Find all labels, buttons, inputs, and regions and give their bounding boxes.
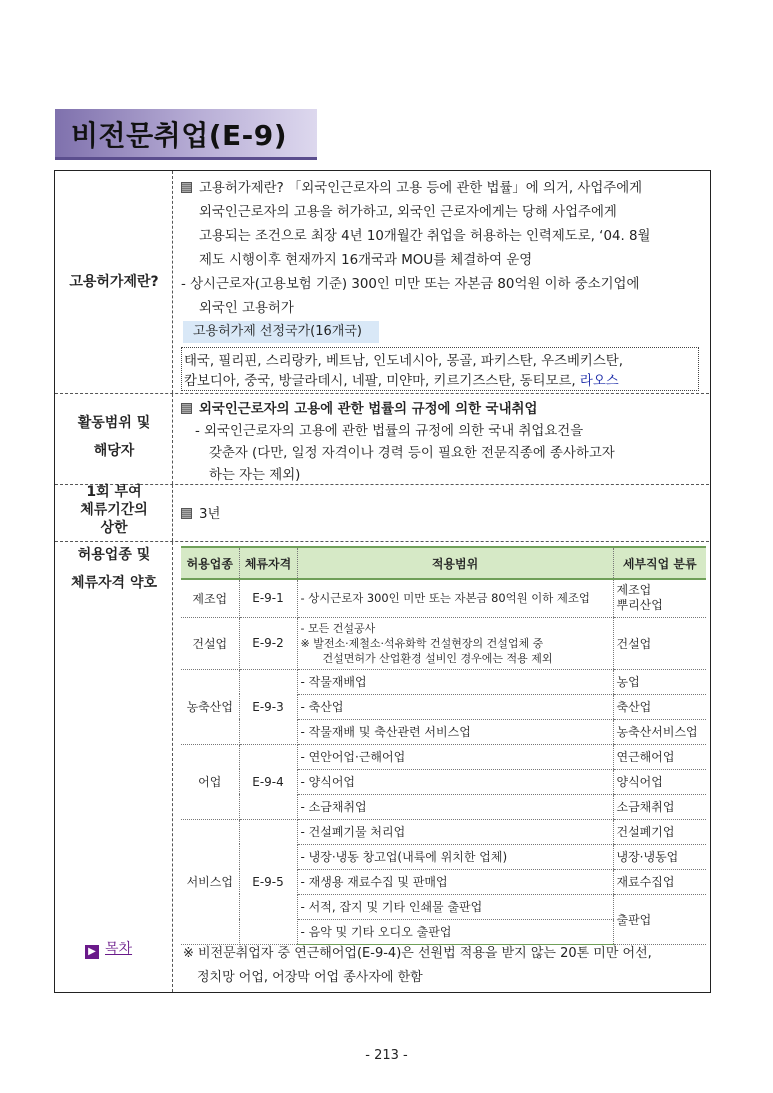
nations-box [181, 347, 699, 391]
page-title: 비전문취업(E-9) [71, 119, 288, 152]
period-value: 3년 [181, 503, 220, 522]
nations-line-1: 태국, 필리핀, 스리랑카, 베트남, 인도네시아, 몽골, 파키스탄, 우즈베키스탄, [184, 354, 623, 369]
cell-detail: 냉장·냉동업 [613, 844, 706, 869]
cell-scope: - 연안어업·근해어업 [297, 744, 613, 769]
cell-code: E-9-5 [239, 819, 297, 944]
cell-detail: 건설업 [613, 617, 706, 669]
cell-scope: - 재생용 재료수집 및 판매업 [297, 869, 613, 894]
cell-scope: - 서적, 잡지 및 기타 인쇄물 출판업 [297, 894, 613, 919]
cell-scope: - 건설폐기물 처리업 [297, 819, 613, 844]
scope-head: 외국인근로자의 고용에 관한 법률의 규정에 의한 국내취업 [181, 398, 537, 417]
jobs-header-row [181, 547, 706, 579]
footnote [183, 942, 713, 990]
permit-line-5: - 상시근로자(고용보험 기준) 300인 미만 또는 자본금 80억원 이하 중소기업에 [181, 277, 640, 292]
label-period-1: 1회 부여 [86, 484, 142, 500]
row-period [55, 485, 709, 542]
label-cell-jobs [55, 542, 173, 992]
label-jobs-1: 허용업종 및 [77, 547, 151, 563]
cell-detail: 재료수집업 [613, 869, 706, 894]
bullet-icon [181, 508, 192, 519]
label-jobs-2: 체류자격 약호 [70, 575, 158, 591]
jobs-table [181, 546, 706, 945]
label-permit: 고용허가제란? [69, 274, 159, 290]
row-scope [55, 394, 709, 485]
label-cell-permit [55, 171, 173, 393]
cell-detail: 농축산서비스업 [613, 719, 706, 744]
nations-line-2: 캄보디아, 중국, 방글라데시, 네팔, 미얀마, 키르기즈스탄, 동티모르, 라오스 [184, 374, 619, 389]
permit-line-1: 고용허가제란? 「외국인근로자의 고용 등에 관한 법률」에 의거, 사업주에게 [181, 177, 642, 196]
cell-industry: 건설업 [181, 617, 239, 669]
header-detail: 세부직업 분류 [613, 547, 706, 579]
cell-detail: 축산업 [613, 694, 706, 719]
cell-scope: - 양식어업 [297, 769, 613, 794]
header-industry: 허용업종 [181, 547, 239, 579]
header-scope: 적용범위 [297, 547, 613, 579]
cell-scope: - 작물재배 및 축산관련 서비스업 [297, 719, 613, 744]
label-cell-period [55, 485, 173, 541]
main-table [54, 170, 711, 993]
cell-code: E-9-4 [239, 744, 297, 819]
table-row [181, 669, 706, 694]
table-row [181, 617, 706, 669]
label-scope-2: 해당자 [93, 443, 135, 459]
row-permit [55, 171, 709, 394]
title-banner [55, 109, 317, 160]
permit-line-4: 제도 시행이후 현재까지 16개국과 MOU를 체결하여 운영 [199, 253, 533, 268]
cell-detail: 연근해어업 [613, 744, 706, 769]
scope-line-1: - 외국인근로자의 고용에 관한 법률의 규정에 의한 국내 취업요건을 [195, 424, 584, 439]
label-cell-scope [55, 394, 173, 484]
cell-scope: - 상시근로자 300인 미만 또는 자본금 80억원 이하 제조업 [297, 579, 613, 617]
cell-detail: 출판업 [613, 894, 706, 944]
table-row [181, 819, 706, 844]
cell-code: E-9-1 [239, 579, 297, 617]
label-period-2: 체류기간의 [80, 502, 148, 518]
content-scope [173, 394, 709, 484]
table-row [181, 579, 706, 617]
toc-link[interactable]: ▶ 목차 [85, 938, 132, 959]
bullet-icon [181, 182, 192, 193]
cell-scope: - 모든 건설공사 ※ 발전소·제철소·석유화학 건설현장의 건설업체 중 건설면허가 산업환경 설비인 경우에는 적용 제외 [297, 617, 613, 669]
cell-scope: - 작물재배업 [297, 669, 613, 694]
permit-line-6: 외국인 고용허가 [199, 301, 294, 316]
scope-line-3: 하는 자는 제외) [209, 468, 301, 483]
cell-detail: 건설폐기업 [613, 819, 706, 844]
scope-line-2: 갖춘자 (다만, 일정 자격이나 경력 등이 필요한 전문직종에 종사하고자 [209, 446, 615, 461]
nations-laos: 라오스 [579, 374, 619, 389]
label-scope-1: 활동범위 및 [77, 415, 151, 431]
permit-line-2: 외국인근로자의 고용을 허가하고, 외국인 근로자에게는 당해 사업주에게 [199, 205, 617, 220]
cell-code: E-9-3 [239, 669, 297, 744]
cell-scope: - 음악 및 기타 오디오 출판업 [297, 919, 613, 944]
content-jobs [173, 542, 709, 992]
permit-line-3: 고용되는 조건으로 최장 4년 10개월간 취업을 허용하는 인력제도로, ‘04. 8월 [199, 229, 651, 244]
cell-code: E-9-2 [239, 617, 297, 669]
footnote-line-2: 정치망 어업, 어장막 어업 종사자에 한함 [197, 970, 423, 985]
arrow-right-icon: ▶ [85, 945, 99, 959]
label-period-3: 상한 [100, 520, 128, 536]
cell-detail: 농업 [613, 669, 706, 694]
page-number: - 213 - [365, 1048, 408, 1063]
cell-scope: - 냉장·냉동 창고업(내륙에 위치한 업체) [297, 844, 613, 869]
jobs-table-wrap [181, 546, 709, 945]
cell-industry: 농축산업 [181, 669, 239, 744]
cell-industry: 제조업 [181, 579, 239, 617]
row-jobs [55, 542, 709, 992]
bullet-icon [181, 403, 192, 414]
cell-detail: 소금채취업 [613, 794, 706, 819]
nations-label: 고용허가제 선정국가(16개국) [183, 321, 379, 343]
content-permit [173, 171, 709, 393]
cell-industry: 서비스업 [181, 819, 239, 944]
table-row [181, 744, 706, 769]
cell-detail: 양식어업 [613, 769, 706, 794]
footnote-line-1: ※ 비전문취업자 중 연근해어업(E-9-4)은 선원법 적용을 받지 않는 20톤 미만 어선, [183, 946, 652, 961]
header-code: 체류자격 [239, 547, 297, 579]
content-period [173, 485, 709, 541]
cell-detail: 제조업 뿌리산업 [613, 579, 706, 617]
cell-scope: - 소금채취업 [297, 794, 613, 819]
cell-industry: 어업 [181, 744, 239, 819]
cell-scope: - 축산업 [297, 694, 613, 719]
